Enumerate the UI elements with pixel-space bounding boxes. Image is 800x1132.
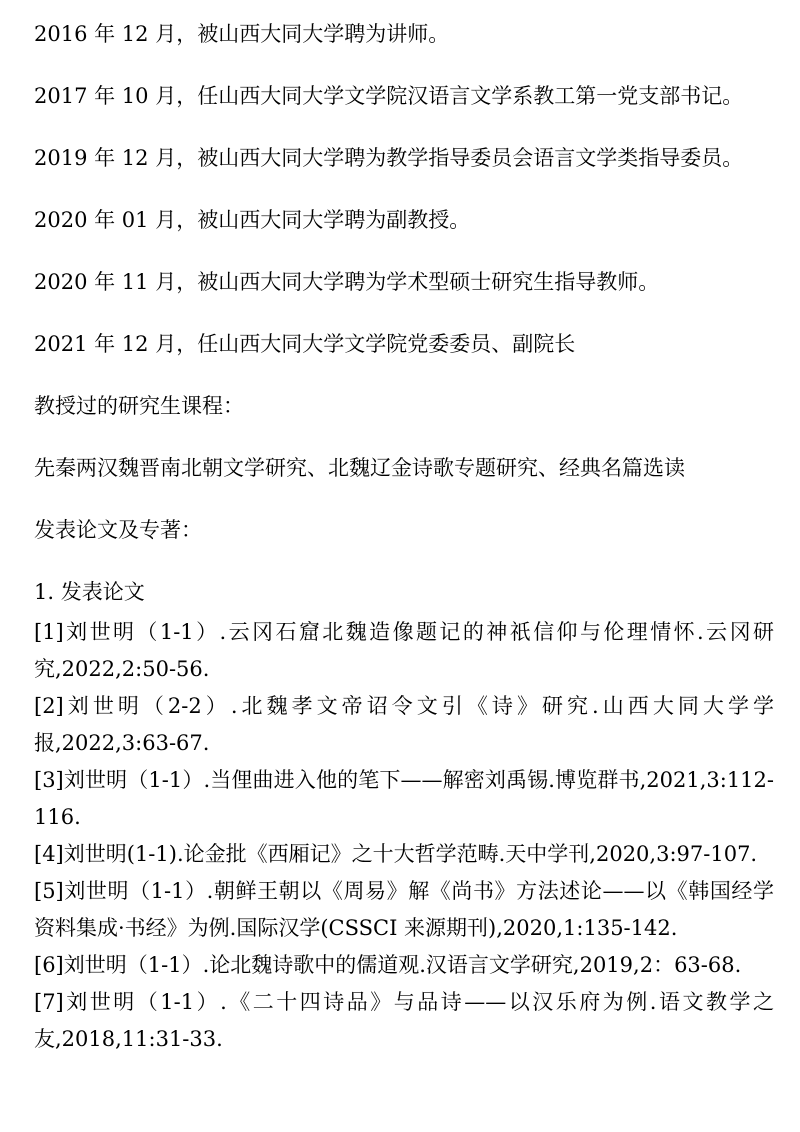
career-entry: 2017 年 10 月，任山西大同大学文学院汉语言文学系教工第一党支部书记。 <box>34 84 744 108</box>
document-page <box>34 18 774 1058</box>
career-entry: 2021 年 12 月，任山西大同大学文学院党委委员、副院长 <box>34 332 576 356</box>
career-entry: 2020 年 11 月，被山西大同大学聘为学术型硕士研究生指导教师。 <box>34 270 660 294</box>
publication-item: [1]刘世明（1-1）.云冈石窟北魏造像题记的神祇信仰与伦理情怀.云冈研究,2022,2:50-56. <box>34 620 774 681</box>
publication-item: [4]刘世明(1-1).论金批《西厢记》之十大哲学范畴.天中学刊,2020,3:97-107. <box>34 842 758 866</box>
publication-list <box>34 614 774 1058</box>
publication-item: [5]刘世明（1-1）.朝鲜王朝以《周易》解《尚书》方法述论——以《韩国经学资料集成·书经》为例.国际汉学(CSSCI 来源期刊),2020,1:135-142. <box>34 879 774 940</box>
publications-subheading: 1. 发表论文 <box>34 580 145 604</box>
publication-item: [6]刘世明（1-1）.论北魏诗歌中的儒道观.汉语言文学研究,2019,2：63-68. <box>34 953 742 977</box>
career-entry: 2020 年 01 月，被山西大同大学聘为副教授。 <box>34 208 471 232</box>
career-entry: 2019 年 12 月，被山西大同大学聘为教学指导委员会语言文学类指导委员。 <box>34 146 744 170</box>
publication-item: [2]刘世明（2-2）.北魏孝文帝诏令文引《诗》研究.山西大同大学学报,2022,3:63-67. <box>34 694 774 755</box>
publications-heading: 发表论文及专著： <box>34 518 202 542</box>
courses-heading: 教授过的研究生课程： <box>34 394 244 418</box>
courses-section <box>34 390 774 484</box>
courses-list: 先秦两汉魏晋南北朝文学研究、北魏辽金诗歌专题研究、经典名篇选读 <box>34 456 685 480</box>
publication-item: [3]刘世明（1-1）.当俚曲进入他的笔下——解密刘禹锡.博览群书,2021,3:112-116. <box>34 768 774 829</box>
publications-section <box>34 514 774 1058</box>
publication-item: [7]刘世明（1-1）.《二十四诗品》与品诗——以汉乐府为例.语文教学之友,2018,11:31-33. <box>34 990 774 1051</box>
career-entry: 2016 年 12 月，被山西大同大学聘为讲师。 <box>34 22 450 46</box>
career-section <box>34 18 774 360</box>
